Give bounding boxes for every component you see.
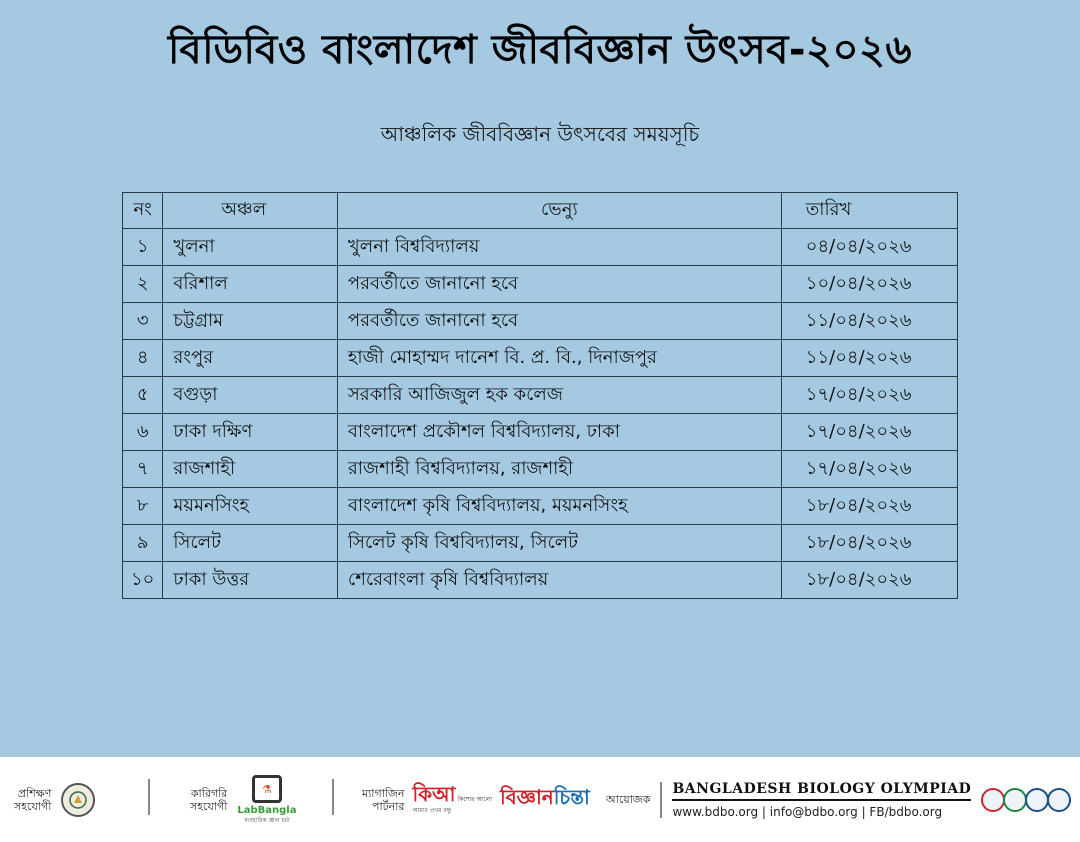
bigyan-chinta-logo-accent: চিন্তা [553, 785, 590, 809]
page-title: বিডিবিও বাংলাদেশ জীববিজ্ঞান উৎসব-২০২৬ [167, 27, 913, 73]
logo-ring [1025, 788, 1049, 812]
cell-date: ১৮/০৪/২০২৬ [781, 488, 957, 525]
cell-region: ঢাকা উত্তর [163, 562, 338, 599]
logo-ring [1003, 788, 1027, 812]
table-row [123, 266, 958, 303]
table-row [123, 303, 958, 340]
magazine-partner-caption [362, 787, 404, 813]
cell-venue: পরবর্তীতে জানানো হবে [337, 303, 781, 340]
cell-no: ৩ [123, 303, 163, 340]
magazine-caption-line2: পার্টনার [371, 799, 405, 813]
cell-no: ৫ [123, 377, 163, 414]
training-partner-caption [14, 787, 51, 813]
kishor-alo-logo-side: কিশোর আলো [457, 796, 492, 803]
technical-partner [190, 757, 296, 842]
bigyan-chinta-logo [500, 783, 590, 816]
cell-region: সিলেট [163, 525, 338, 562]
sponsor-footer [0, 757, 1080, 842]
cell-region: চট্টগ্রাম [163, 303, 338, 340]
training-partner [14, 757, 95, 842]
seal-emblem-icon [61, 783, 95, 817]
cell-venue: হাজী মোহাম্মদ দানেশ বি. প্র. বি., দিনাজপুর [337, 340, 781, 377]
table-row [123, 340, 958, 377]
cell-region: রংপুর [163, 340, 338, 377]
technical-caption-line2: সহযোগী [190, 799, 228, 813]
bdbo-logo [983, 788, 1071, 812]
divider [332, 779, 334, 815]
cell-venue: রাজশাহী বিশ্ববিদ্যালয়, রাজশাহী [337, 451, 781, 488]
logo-ring [981, 788, 1005, 812]
cell-no: ৪ [123, 340, 163, 377]
flask-icon: ⚗ [252, 775, 282, 803]
organizer-caption: আয়োজক [606, 793, 651, 806]
labbangla-logo [237, 775, 296, 824]
cell-venue: শেরেবাংলা কৃষি বিশ্ববিদ্যালয় [337, 562, 781, 599]
organizer-block [672, 781, 971, 819]
table-row [123, 451, 958, 488]
cell-no: ১০ [123, 562, 163, 599]
cell-no: ৭ [123, 451, 163, 488]
cell-no: ১ [123, 229, 163, 266]
technical-caption-line1: কারিগরি [190, 786, 228, 800]
kishor-alo-tagline: আমার প্রথম বন্ধু [412, 807, 452, 814]
table-row [123, 377, 958, 414]
cell-region: বরিশাল [163, 266, 338, 303]
table-header-row [123, 193, 958, 229]
cell-date: ১০/০৪/২০২৬ [781, 266, 957, 303]
cell-region: ময়মনসিংহ [163, 488, 338, 525]
table-row [123, 562, 958, 599]
cell-date: ১১/০৪/২০২৬ [781, 340, 957, 377]
table-row [123, 229, 958, 266]
cell-region: ঢাকা দক্ষিণ [163, 414, 338, 451]
magazine-caption-line1: ম্যাগাজিন [362, 786, 405, 800]
divider [148, 779, 150, 815]
organizer [606, 757, 1071, 842]
cell-date: ০৪/০৪/২০২৬ [781, 229, 957, 266]
cell-no: ৯ [123, 525, 163, 562]
cell-date: ১১/০৪/২০২৬ [781, 303, 957, 340]
page-subtitle: আঞ্চলিক জীববিজ্ঞান উৎসবের সময়সূচি [380, 122, 700, 146]
organizer-contact: www.bdbo.org | info@bdbo.org | FB/bdbo.org [672, 804, 943, 819]
cell-date: ১৭/০৪/২০২৬ [781, 377, 957, 414]
cell-date: ১৮/০৪/২০২৬ [781, 525, 957, 562]
labbangla-logo-tagline: ব্যবহারিক জ্ঞান চর্চা [244, 817, 290, 824]
cell-venue: পরবর্তীতে জানানো হবে [337, 266, 781, 303]
cell-no: ৮ [123, 488, 163, 525]
schedule-table [122, 192, 958, 599]
training-caption-line1: প্রশিক্ষণ [17, 786, 52, 800]
training-caption-line2: সহযোগী [14, 799, 52, 813]
cell-venue: সিলেট কৃষি বিশ্ববিদ্যালয়, সিলেট [337, 525, 781, 562]
divider [660, 782, 662, 818]
cell-date: ১৮/০৪/২০২৬ [781, 562, 957, 599]
bigyan-chinta-logo-main: বিজ্ঞান [499, 785, 554, 809]
logo-ring [1047, 788, 1071, 812]
cell-venue: বাংলাদেশ কৃষি বিশ্ববিদ্যালয়, ময়মনসিংহ [337, 488, 781, 525]
cell-date: ১৭/০৪/২০২৬ [781, 414, 957, 451]
header-no: নং [123, 193, 163, 229]
cell-no: ২ [123, 266, 163, 303]
cell-region: বগুড়া [163, 377, 338, 414]
cell-venue: সরকারি আজিজুল হক কলেজ [337, 377, 781, 414]
table-row [123, 488, 958, 525]
cell-venue: বাংলাদেশ প্রকৌশল বিশ্ববিদ্যালয়, ঢাকা [337, 414, 781, 451]
table-row [123, 525, 958, 562]
organizer-name: BANGLADESH BIOLOGY OLYMPIAD [672, 781, 971, 801]
cell-no: ৬ [123, 414, 163, 451]
kishor-alo-logo [412, 783, 492, 816]
cell-venue: খুলনা বিশ্ববিদ্যালয় [337, 229, 781, 266]
header-date: তারিখ [781, 193, 957, 229]
cell-region: খুলনা [163, 229, 338, 266]
header-region: অঞ্চল [163, 193, 338, 229]
cell-region: রাজশাহী [163, 451, 338, 488]
header-venue: ভেন্যু [337, 193, 781, 229]
magazine-partner [362, 757, 590, 842]
cell-date: ১৭/০৪/২০২৬ [781, 451, 957, 488]
kishor-alo-logo-mark: কিআ [412, 782, 456, 806]
technical-partner-caption [190, 787, 227, 813]
labbangla-logo-name: LabBangla [237, 805, 297, 816]
table-row [123, 414, 958, 451]
